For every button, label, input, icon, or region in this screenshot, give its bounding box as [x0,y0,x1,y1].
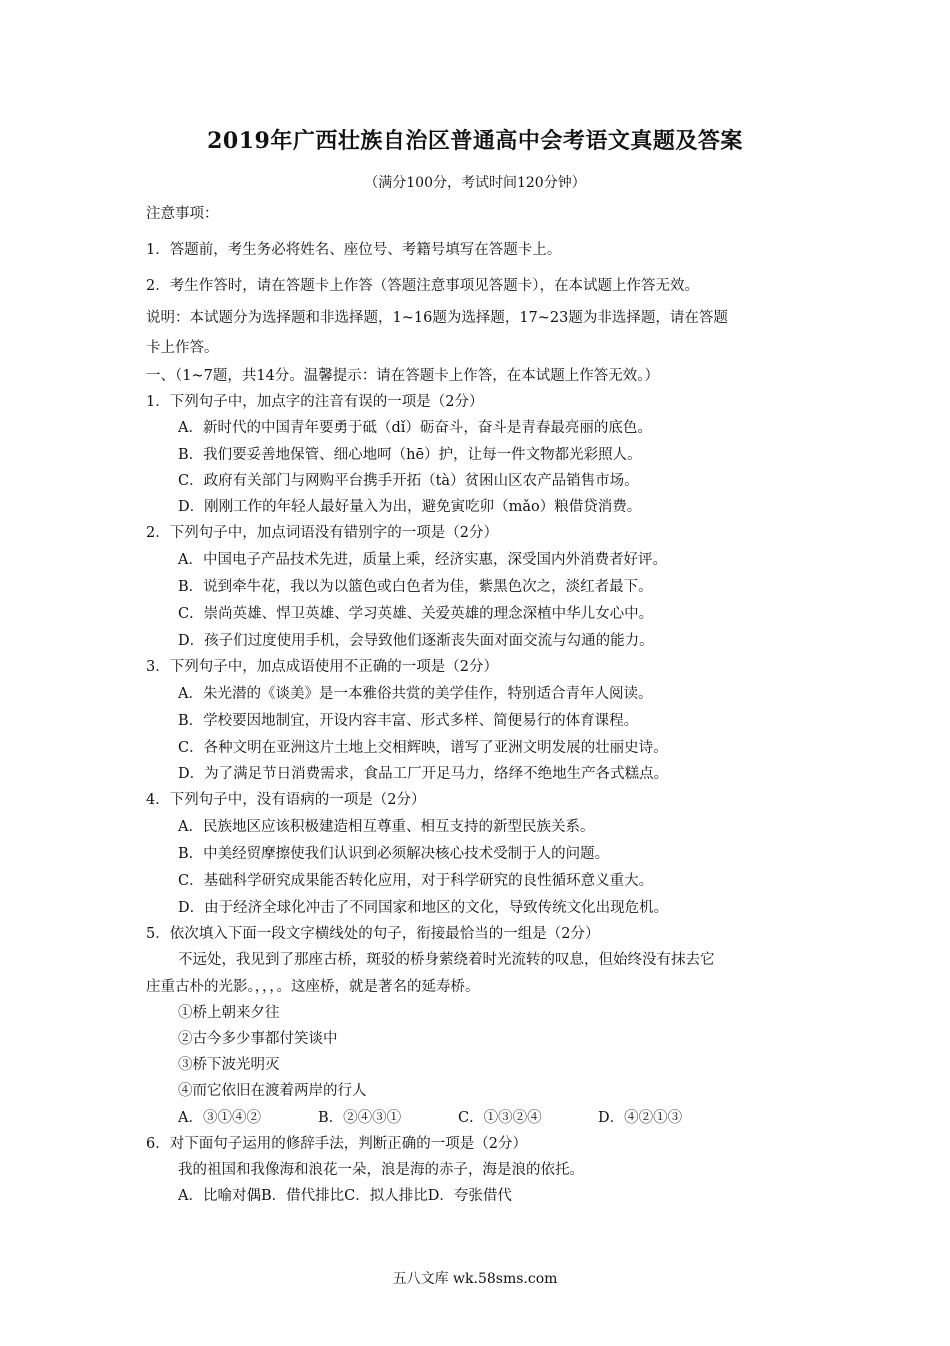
q1-stem: 1．下列句子中，加点字的注音有误的一项是（2分） [146,394,484,410]
q5-option-c: C．①③②④ [458,1110,542,1126]
notice-item-1: 1．答题前，考生务必将姓名、座位号、考籍号填写在答题卡上。 [146,242,562,258]
q2-option-d: D．孩子们过度使用手机，会导致他们逐渐丧失面对面交流与勾通的能力。 [178,633,654,649]
q4-option-c: C．基础科学研究成果能否转化应用，对于科学研究的良性循环意义重大。 [178,873,654,889]
page-footer: 五八文库 wk.58sms.com [392,1271,558,1287]
q5-option-a: A．③①④② [178,1110,261,1126]
notice-item-2: 2．考生作答时，请在答题卡上作答（答题注意事项见答题卡），在本试题上作答无效。 [146,278,699,294]
q1-option-b: B．我们要妥善地保管、细心地呵（hē）护，让每一件文物都光彩照人。 [178,447,642,463]
q3-option-b: B．学校要因地制宜，开设内容丰富、形式多样、简便易行的体育课程。 [178,713,639,729]
q4-option-d: D．由于经济全球化冲击了不同国家和地区的文化，导致传统文化出现危机。 [178,900,669,916]
q1-option-d: D．刚刚工作的年轻人最好量入为出，避免寅吃卯（mǎo）粮借贷消费。 [178,499,642,515]
q2-option-b: B．说到牵牛花，我以为以篮色或白色者为佳，紫黑色次之，淡红者最下。 [178,579,653,595]
q6-stem: 6．对下面句子运用的修辞手法，判断正确的一项是（2分） [146,1136,527,1152]
document-title: 2019年广西壮族自治区普通高中会考语文真题及答案 [207,128,743,154]
q4-option-a: A．民族地区应该积极建造相互尊重、相互支持的新型民族关系。 [178,819,595,835]
q3-option-c: C．各种文明在亚洲这片土地上交相辉映，谱写了亚洲文明发展的壮丽史诗。 [178,740,668,756]
q2-option-a: A．中国电子产品技术先进，质量上乘，经济实惠，深受国内外消费者好评。 [178,552,667,568]
q5-stem: 5．依次填入下面一段文字横线处的句子，衔接最恰当的一组是（2分） [146,926,600,942]
q3-stem: 3．下列句子中，加点成语使用不正确的一项是（2分） [146,659,498,675]
q5-options [178,1108,738,1128]
q5-passage-line-1: 不远处，我见到了那座古桥，斑驳的桥身萦绕着时光流转的叹息，但始终没有抹去它 [178,952,715,968]
q3-option-a: A．朱光潜的《谈美》是一本雅俗共赏的美学佳作，特别适合青年人阅读。 [178,686,653,702]
explain-line-2: 卡上作答。 [146,340,219,356]
q1-option-a: A．新时代的中国青年要勇于砥（dǐ）砺奋斗，奋斗是青春最亮丽的底色。 [178,420,652,436]
q5-item-4: ④而它依旧在渡着两岸的行人 [178,1083,367,1099]
q6-sentence: 我的祖国和我像海和浪花一朵，浪是海的赤子，海是浪的依托。 [178,1162,584,1178]
q5-option-b: B．②④③① [318,1110,402,1126]
q1-option-c: C．政府有关部门与网购平台携手开拓（tà）贫困山区农产品销售市场。 [178,473,639,489]
q4-stem: 4．下列句子中，没有语病的一项是（2分） [146,792,426,808]
q5-passage-line-2: 庄重古朴的光影。，，，。这座桥，就是著名的延寿桥。 [146,979,480,995]
q2-stem: 2．下列句子中，加点词语没有错别字的一项是（2分） [146,525,498,541]
q5-item-3: ③桥下波光明灭 [178,1057,280,1073]
q5-item-1: ①桥上朝来夕往 [178,1005,280,1021]
q5-option-d: D．④②①③ [598,1110,683,1126]
q3-option-d: D．为了满足节日消费需求，食品工厂开足马力，络绎不绝地生产各式糕点。 [178,766,669,782]
section-heading: 一、（1~7题，共14分。温馨提示：请在答题卡上作答，在本试题上作答无效。） [146,368,660,384]
document-subtitle: （满分100分，考试时间120分钟） [364,175,586,191]
q6-options: A．比喻对偶B．借代排比C．拟人排比D．夸张借代 [178,1188,512,1204]
q2-option-c: C．崇尚英雄、悍卫英雄、学习英雄、关爱英雄的理念深植中华儿女心中。 [178,606,654,622]
q5-item-2: ②古今多少事都付笑谈中 [178,1031,338,1047]
notice-heading: 注意事项： [146,206,219,222]
q4-option-b: B．中美经贸摩擦使我们认识到必须解决核心技术受制于人的问题。 [178,846,610,862]
explain-line-1: 说明：本试题分为选择题和非选择题，1~16题为选择题，17~23题为非选择题，请在答题 [146,310,728,326]
